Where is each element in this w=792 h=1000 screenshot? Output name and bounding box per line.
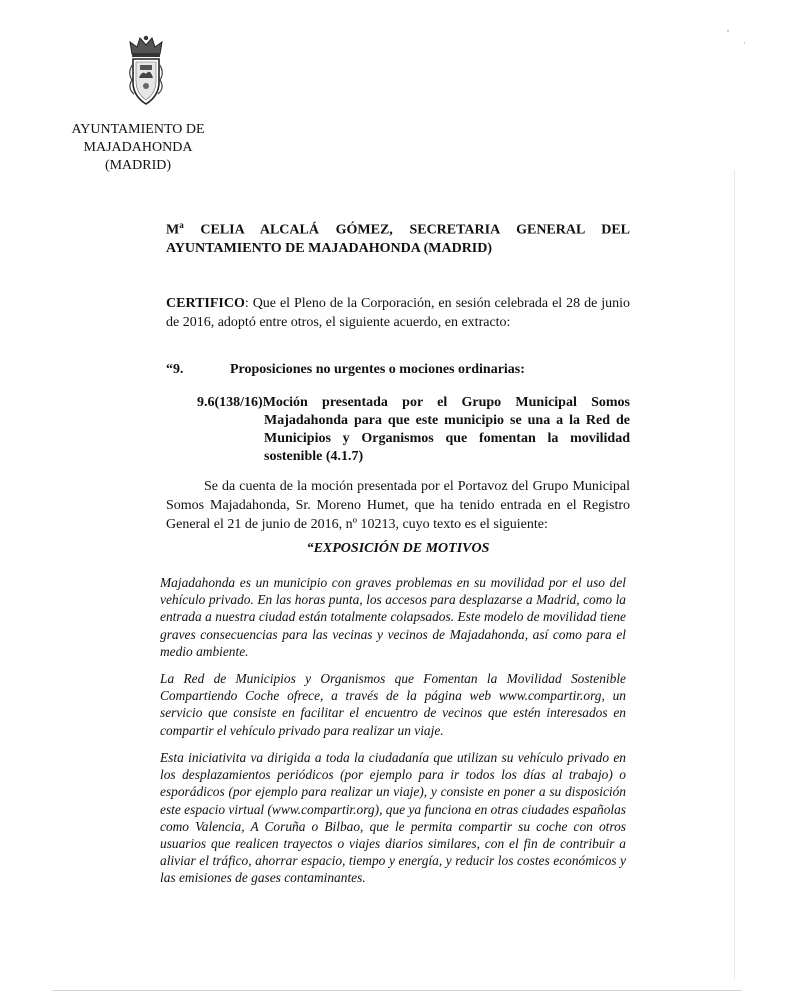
motion-title-continuation: Majadahonda para que este municipio se una a la Red de Municipios y Organismos que fomentan la movilidad sostenible (4.1.7) xyxy=(264,413,630,464)
intro-paragraph: Se da cuenta de la moción presentada por el Portavoz del Grupo Municipal Somos Majadahonda, Sr. Moreno Humet, que ha tenido entrada en el Registro General el 21 de junio de 2016, nº 10213, cuyo texto es el siguiente: xyxy=(166,479,630,532)
heading-line-2: AYUNTAMIENTO DE MAJADAHONDA (MADRID) xyxy=(166,240,493,256)
motion-title-line1: Moción presentada por el Grupo Municipal Somos xyxy=(262,395,630,410)
heading-line-1 xyxy=(166,216,630,240)
coat-of-arms-icon xyxy=(124,34,168,108)
scan-bottom-edge xyxy=(52,990,742,991)
heading-title-prefix: M xyxy=(166,222,180,238)
certifico-paragraph xyxy=(166,294,630,332)
motion-heading xyxy=(197,394,630,466)
motion-code: 9.6(138/16) xyxy=(197,395,263,410)
agenda-item-title: Proposiciones no urgentes o mociones ordinarias: xyxy=(230,362,525,377)
paragraph-3: Esta iniciativita va dirigida a toda la ciudadanía que utilizan su vehículo privado en los desplazamientos periódicos (por ejemplo para ir todos los días al trabajo) o esporádicos (por ejemplo para realizar un viaje), y consiste en poner a su disposición este espacio virtual (www.compartir.org), que ya funciona en otras ciudades españolas como Valencia, A Coruña o Bilbao, que le permita compartir su coche con otros usuarios que realicen trayectos o viajes diarios similares, con el fin de contribuir a aliviar el tráfico, ahorrar espacio, tiempo y energía, y reducir los costes económicos y las emisiones de gases contaminantes. xyxy=(160,750,627,886)
heading-title-rest: CELIA ALCALÁ GÓMEZ, SECRETARIA GENERAL DEL xyxy=(183,222,630,238)
paragraph-2: La Red de Municipios y Organismos que Fomentan la Movilidad Sostenible Compartiendo Coche ofrece, a través de la página web www.compartir.org, un servicio que consiste en facilitar el encuentro de vecinos que estén interesados en compartir el vehículo privado para realizar un viaje. xyxy=(160,671,626,738)
org-line-1: AYUNTAMIENTO DE xyxy=(71,122,205,137)
scan-speck xyxy=(727,30,729,32)
org-line-2: MAJADAHONDA xyxy=(83,140,193,155)
section-title: “EXPOSICIÓN DE MOTIVOS xyxy=(306,541,490,556)
certifico-text: : Que el Pleno de la Corporación, en sesión celebrada el 28 de junio de 2016, adoptó entre otros, el siguiente acuerdo, en extracto: xyxy=(166,296,630,330)
agenda-item-number: “9. xyxy=(166,362,184,377)
scan-speck xyxy=(744,42,745,44)
motion-first-line xyxy=(197,394,630,412)
municipality-block xyxy=(60,121,216,175)
paragraph-1: Majadahonda es un municipio con graves problemas en su movilidad por el uso del vehículo privado. En las horas punta, los accesos para desplazarse a Madrid, como la entrada a nuestra ciudad están totalmente colapsados. Este modelo de movilidad tiene graves consecuencias para las vecinas y vecinos de Majadahonda, así como para el medio ambiente. xyxy=(160,575,626,659)
scan-margin-line xyxy=(734,170,735,980)
heading-title-sup: a xyxy=(179,220,184,230)
org-line-3: (MADRID) xyxy=(104,158,172,173)
certifico-label: CERTIFICO xyxy=(166,296,245,311)
document-heading xyxy=(166,216,630,258)
